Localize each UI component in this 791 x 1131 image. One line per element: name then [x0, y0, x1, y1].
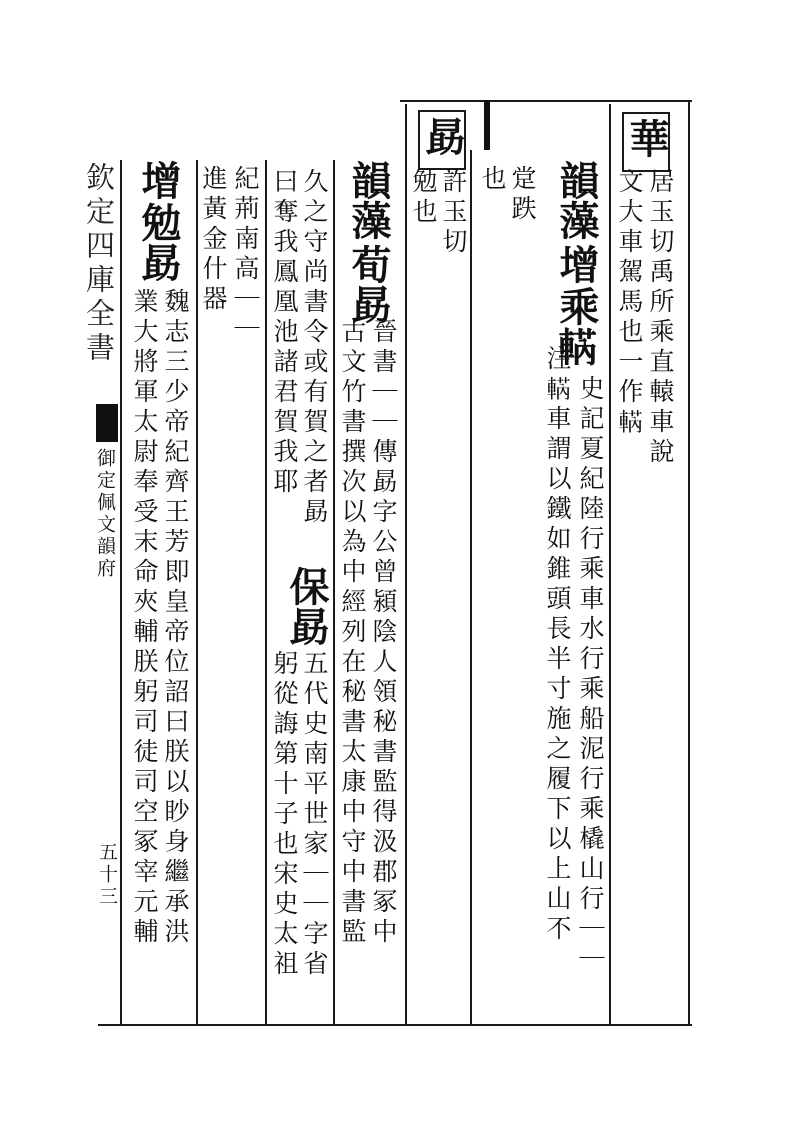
headword-xu: 勗	[418, 110, 466, 170]
jixing-a: 紀荊南高｜｜	[231, 165, 260, 345]
fishtail-mark	[96, 404, 118, 442]
term-mian-xu: 勉勗	[135, 202, 182, 282]
zeng-label-b: 增	[135, 160, 182, 200]
wudai-quote-a: 五代史南平世家｜｜字省	[300, 650, 329, 980]
column-rule-1	[609, 104, 611, 1024]
bottom-border	[98, 1024, 692, 1026]
right-border	[688, 100, 690, 1026]
page-number: 五十三	[96, 842, 118, 908]
term-xun-xu: 荀勗	[345, 244, 392, 324]
column-rule-2	[470, 150, 472, 1024]
weizhi-quote-b: 業大將軍太尉奉受末命夾輔朕躬司徒司空冢宰元輔	[130, 288, 159, 948]
hua-definition-a: 居玉切禹所乘直轅車說	[646, 168, 675, 468]
edition-label: 御定佩文韻府	[94, 448, 116, 580]
yunzao-label-b: 韻藻	[345, 160, 392, 240]
xu-definition-b: 勉也	[409, 168, 438, 228]
shiji-quote-a: 史記夏紀陸行乘車水行乘船泥行乘橇山行｜｜	[576, 375, 605, 975]
zhudie-b: 也	[478, 165, 507, 195]
head-marker	[484, 100, 490, 150]
column-rule-7	[120, 160, 122, 1024]
column-rule-4	[333, 160, 335, 1024]
jinshu-quote-d: 曰奪我鳳凰池諸君賀我耶	[270, 168, 299, 498]
term-cheng-lian: 乘𨌣	[553, 286, 600, 366]
xu-definition-a: 許玉切	[439, 168, 468, 258]
column-rule-5	[265, 160, 267, 1024]
jinshu-quote-a: 晉書｜｜傳勗字公曾潁陰人領秘書監得汲郡冢中	[369, 318, 398, 948]
term-bao-xu: 保勗	[283, 566, 330, 646]
weizhi-quote-a: 魏志三少帝紀齊王芳即皇帝位詔曰朕以眇身繼承洪	[161, 288, 190, 948]
jinshu-quote-c: 久之守尚書令或有賀之者勗	[300, 168, 329, 528]
zeng-label-a: 增	[553, 244, 600, 284]
hua-definition-b: 文大車駕馬也一作𨌣	[615, 168, 644, 438]
yunzao-label-a: 韻藻	[553, 160, 600, 240]
top-border	[400, 100, 692, 102]
book-title: 欽定四庫全書	[82, 162, 116, 366]
shiji-quote-b: 注𨌣車謂以鐵如錐頭長半寸施之履下以上山不	[543, 345, 572, 945]
headword-hua: 華	[622, 112, 670, 172]
wudai-quote-b: 躬從誨第十子也宋史太祖	[270, 650, 299, 980]
zhudie-a: 䟫跌	[508, 165, 537, 225]
column-rule-6	[196, 160, 198, 1024]
jinshu-quote-b: 古文竹書撰次以為中經列在秘書太康中守中書監	[338, 318, 367, 948]
jixing-b: 進黃金什器	[199, 165, 228, 315]
column-rule-3	[405, 104, 407, 1024]
